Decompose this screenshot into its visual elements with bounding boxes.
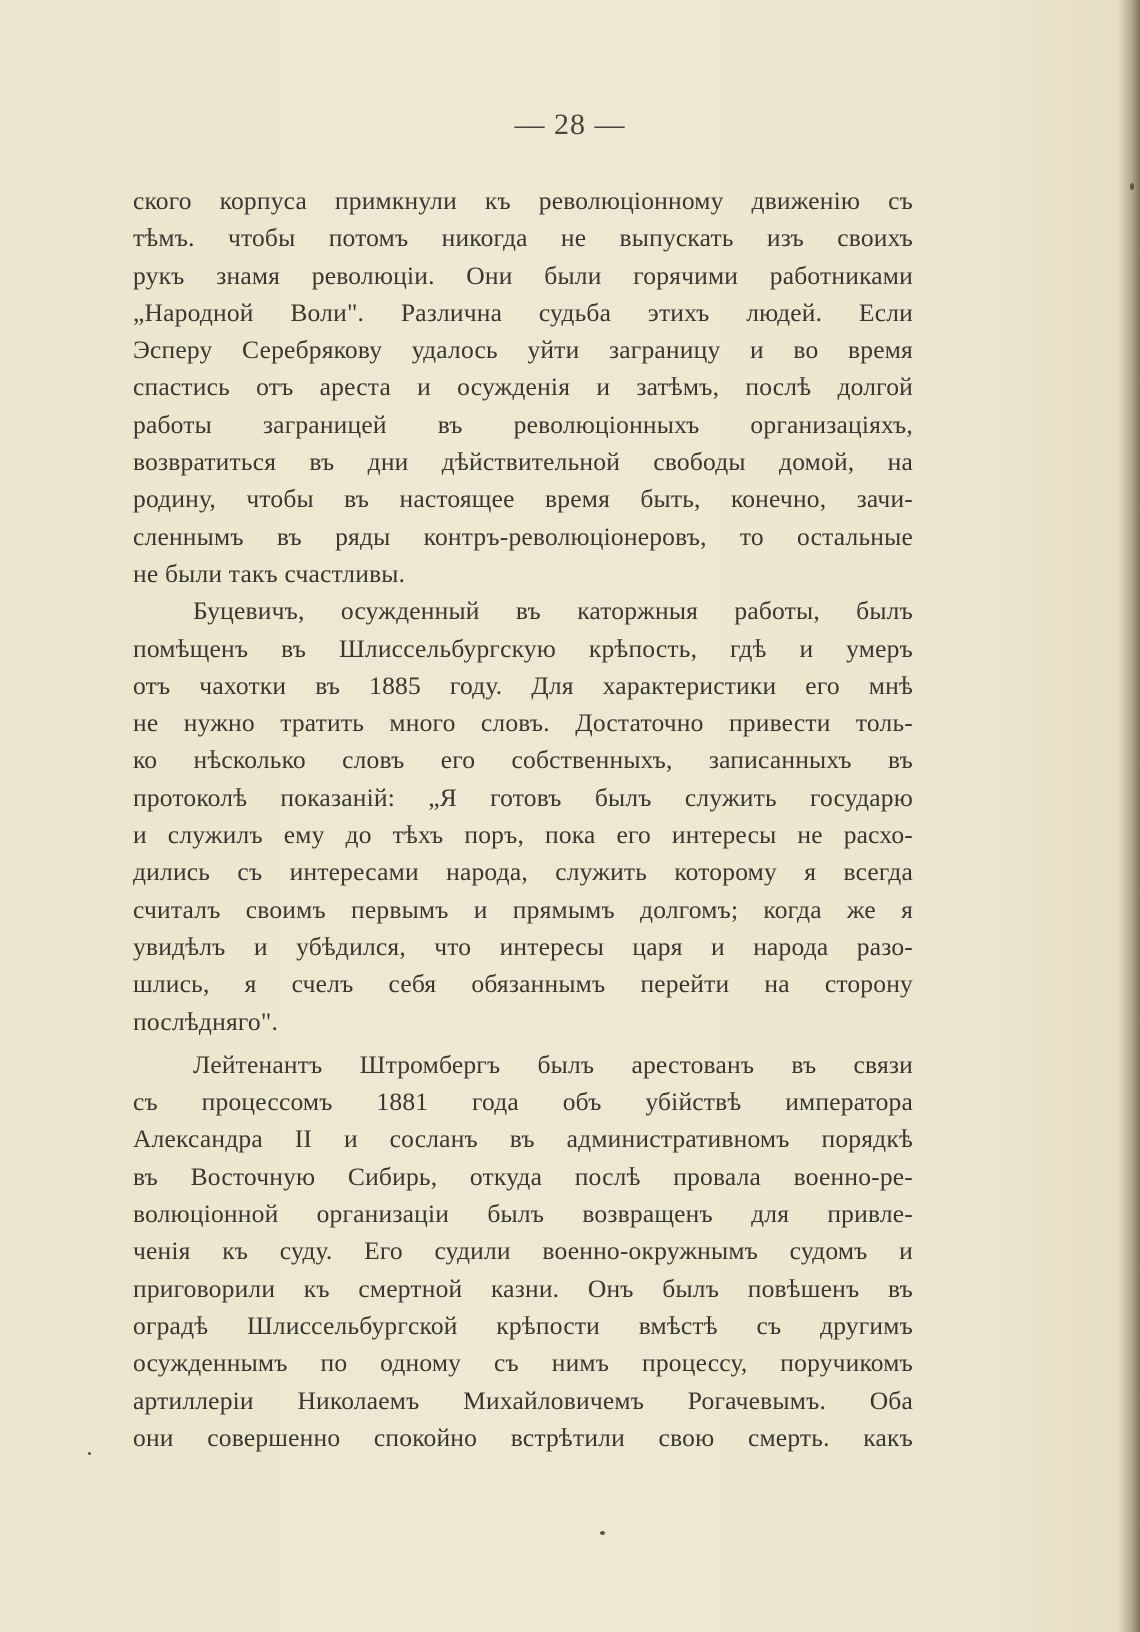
text-line: увидѣлъ и убѣдился, что интересы царя и народа разо- bbox=[133, 931, 913, 961]
text-line: считалъ своимъ первымъ и прямымъ долгомъ; когда же я bbox=[133, 894, 913, 924]
text-line: волюціонной организаціи былъ возвращенъ для привле- bbox=[133, 1199, 913, 1229]
text-line: Лейтенантъ Штромбергъ былъ арестованъ въ связи bbox=[193, 1049, 913, 1079]
text-line: оградѣ Шлиссельбургской крѣпости вмѣстѣ съ другимъ bbox=[133, 1310, 913, 1340]
page-edge-shadow bbox=[1118, 0, 1140, 1632]
text-line: „Народной Воли". Различна судьба этихъ людей. Если bbox=[133, 297, 913, 327]
paragraph bbox=[133, 592, 913, 1040]
text-line: и служилъ ему до тѣхъ поръ, пока его интересы не расхо- bbox=[133, 820, 913, 850]
text-line: отъ чахотки въ 1885 году. Для характеристики его мнѣ bbox=[133, 670, 913, 700]
ink-speck bbox=[88, 1452, 91, 1455]
text-line: тѣмъ. чтобы потомъ никогда не выпускать изъ своихъ bbox=[133, 223, 913, 253]
text-line: Александра II и сосланъ въ административномъ порядкѣ bbox=[133, 1124, 913, 1154]
text-line: ко нѣсколько словъ его собственныхъ, записанныхъ въ bbox=[133, 745, 913, 775]
text-line: послѣдняго". bbox=[133, 1006, 279, 1036]
ink-speck bbox=[600, 1531, 605, 1535]
text-line: шлись, я счелъ себя обязаннымъ перейти на сторону bbox=[133, 969, 913, 999]
text-line: ского корпуса примкнули къ революціонному движенію съ bbox=[133, 186, 913, 215]
text-line: сленнымъ въ ряды контръ-революціонеровъ, то остальные bbox=[133, 521, 913, 551]
text-line: артиллеріи Николаемъ Михайловичемъ Рогачевымъ. Оба bbox=[133, 1385, 913, 1415]
body-text bbox=[133, 182, 913, 1456]
page-number: — 28 — bbox=[514, 108, 626, 141]
text-line: не нужно тратить много словъ. Достаточно привести толь- bbox=[133, 708, 913, 738]
text-line: въ Восточную Сибирь, откуда послѣ провала военно-ре- bbox=[133, 1161, 913, 1191]
text-line: они совершенно спокойно встрѣтили свою смерть. какъ bbox=[133, 1422, 913, 1452]
text-line: приговорили къ смертной казни. Онъ былъ повѣшенъ въ bbox=[133, 1273, 913, 1303]
text-line: дились съ интересами народа, служить которому я всегда bbox=[133, 857, 913, 887]
text-line: родину, чтобы въ настоящее время быть, конечно, зачи- bbox=[133, 484, 913, 514]
text-line: Эсперу Серебрякову удалось уйти заграницу и во время bbox=[133, 335, 913, 365]
text-line: помѣщенъ въ Шлиссельбургскую крѣпость, гдѣ и умеръ bbox=[133, 633, 913, 663]
text-line: Буцевичъ, осужденный въ каторжныя работы, былъ bbox=[193, 596, 913, 626]
text-line: спастись отъ ареста и осужденія и затѣмъ, послѣ долгой bbox=[133, 372, 913, 402]
text-line: осужденнымъ по одному съ нимъ процессу, поручикомъ bbox=[133, 1348, 913, 1378]
text-line: протоколѣ показаній: „Я готовъ былъ служить государю bbox=[133, 782, 913, 812]
text-line: работы заграницей въ революціонныхъ организаціяхъ, bbox=[133, 409, 913, 439]
text-line: съ процессомъ 1881 года объ убійствѣ императора bbox=[133, 1087, 913, 1117]
text-line: ченія къ суду. Его судили военно-окружнымъ судомъ и bbox=[133, 1236, 913, 1266]
text-line: не были такъ счастливы. bbox=[133, 558, 406, 588]
ink-speck bbox=[1130, 183, 1134, 190]
paragraph bbox=[133, 1046, 913, 1456]
paragraph bbox=[133, 182, 913, 592]
text-line: рукъ знамя революціи. Они были горячими работниками bbox=[133, 260, 913, 290]
text-line: возвратиться въ дни дѣйствительной свободы домой, на bbox=[133, 447, 913, 477]
